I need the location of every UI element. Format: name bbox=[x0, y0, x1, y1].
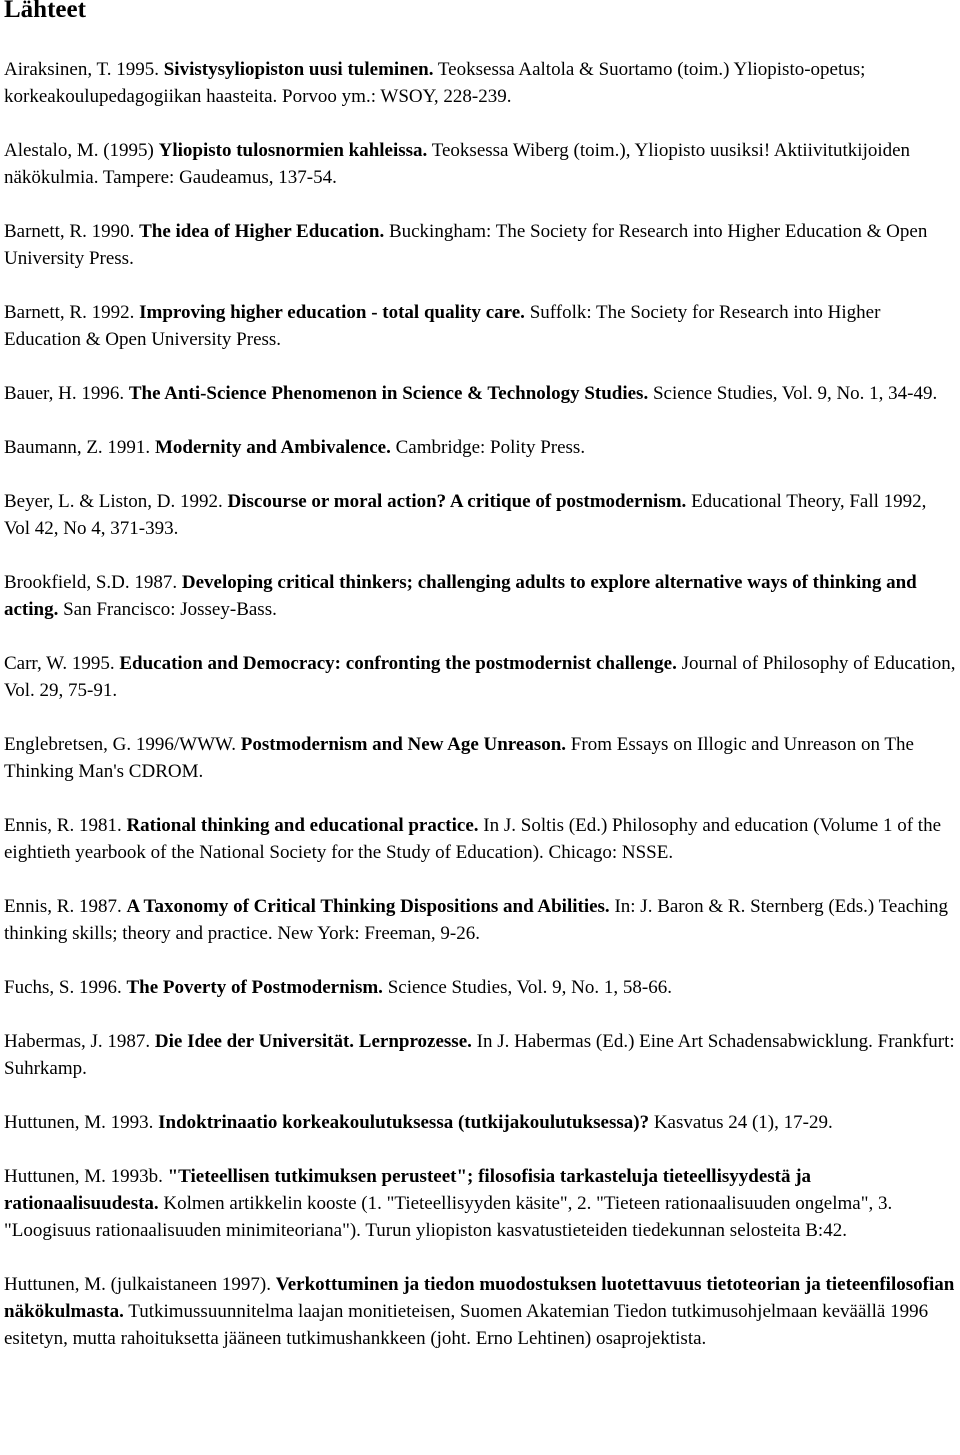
reference-source: Teoksessa Aaltola & Suortamo (toim.) Yliopisto-opetus; korkeakoulupedagogiikan haasteita. Porvoo ym.: WSOY, 228-239. bbox=[4, 59, 866, 107]
reference-authors: Habermas, J. 1987. bbox=[4, 1031, 155, 1052]
page-title: Lähteet bbox=[4, 0, 86, 23]
reference-list bbox=[4, 56, 956, 1379]
reference-title: Rational thinking and educational practice. bbox=[126, 815, 479, 836]
reference-source: Science Studies, Vol. 9, No. 1, 34-49. bbox=[648, 383, 938, 404]
reference-source: Teoksessa Wiberg (toim.), Yliopisto uusiksi! Aktiivitutkijoiden näkökulmia. Tampere: Gaudeamus, 137-54. bbox=[4, 140, 911, 188]
reference-authors: Airaksinen, T. 1995. bbox=[4, 59, 164, 80]
reference-authors: Barnett, R. 1990. bbox=[4, 221, 140, 242]
reference-entry bbox=[4, 56, 956, 110]
reference-title: Postmodernism and New Age Unreason. bbox=[240, 734, 567, 755]
reference-title: Modernity and Ambivalence. bbox=[154, 437, 391, 458]
reference-source: Suffolk: The Society for Research into Higher Education & Open University Press. bbox=[4, 302, 881, 350]
reference-source: Science Studies, Vol. 9, No. 1, 58-66. bbox=[382, 977, 672, 998]
reference-title: "Tieteellisen tutkimuksen perusteet"; filosofisia tarkasteluja tieteellisyydestä ja rationaalisuudesta. bbox=[4, 1166, 812, 1214]
reference-source: Buckingham: The Society for Research into Higher Education & Open University Press. bbox=[4, 221, 928, 269]
reference-title: The Anti-Science Phenomenon in Science & Technology Studies. bbox=[128, 383, 649, 404]
reference-title: The idea of Higher Education. bbox=[139, 221, 385, 242]
reference-authors: Englebretsen, G. 1996/WWW. bbox=[4, 734, 241, 755]
reference-title: Developing critical thinkers; challenging adults to explore alternative ways of thinking and acting. bbox=[4, 572, 917, 620]
reference-source: Educational Theory, Fall 1992, Vol 42, No 4, 371-393. bbox=[4, 491, 927, 539]
reference-entry bbox=[4, 218, 956, 272]
reference-title: Discourse or moral action? A critique of postmodernism. bbox=[227, 491, 687, 512]
reference-entry bbox=[4, 650, 956, 704]
reference-entry bbox=[4, 488, 956, 542]
reference-entry bbox=[4, 434, 956, 461]
reference-title: Indoktrinaatio korkeakoulutuksessa (tutkijakoulutuksessa)? bbox=[158, 1112, 650, 1133]
reference-entry bbox=[4, 893, 956, 947]
reference-authors: Brookfield, S.D. 1987. bbox=[4, 572, 182, 593]
reference-entry bbox=[4, 1028, 956, 1082]
reference-entry bbox=[4, 299, 956, 353]
reference-entry bbox=[4, 812, 956, 866]
reference-entry bbox=[4, 974, 956, 1001]
reference-source: Kasvatus 24 (1), 17-29. bbox=[649, 1112, 833, 1133]
reference-source: Kolmen artikkelin kooste (1. "Tieteellisyyden käsite", 2. "Tieteen rationaalisuuden ongelma", 3. "Loogisuus rationaalisuuden minimiteoriana"). Turun yliopiston kasvatustieteiden tiedekunnan selosteita B:42. bbox=[4, 1193, 893, 1241]
reference-title: Yliopisto tulosnormien kahleissa. bbox=[158, 140, 428, 161]
reference-source: Cambridge: Polity Press. bbox=[390, 437, 586, 458]
reference-title: Verkottuminen ja tiedon muodostuksen luotettavuus tietoteorian ja tieteenfilosofian näkökulmasta. bbox=[4, 1274, 955, 1322]
reference-title: A Taxonomy of Critical Thinking Dispositions and Abilities. bbox=[126, 896, 610, 917]
reference-title: Education and Democracy: confronting the postmodernist challenge. bbox=[119, 653, 677, 674]
reference-source: From Essays on Illogic and Unreason on The Thinking Man's CDROM. bbox=[4, 734, 914, 782]
reference-source: In: J. Baron & R. Sternberg (Eds.) Teaching thinking skills; theory and practice. New York: Freeman, 9-26. bbox=[4, 896, 949, 944]
reference-entry bbox=[4, 380, 956, 407]
reference-authors: Bauer, H. 1996. bbox=[4, 383, 129, 404]
reference-entry bbox=[4, 1271, 956, 1352]
reference-title: Sivistysyliopiston uusi tuleminen. bbox=[163, 59, 434, 80]
reference-entry bbox=[4, 1109, 956, 1136]
reference-entry bbox=[4, 569, 956, 623]
reference-entry bbox=[4, 137, 956, 191]
reference-entry bbox=[4, 731, 956, 785]
reference-source: In J. Soltis (Ed.) Philosophy and education (Volume 1 of the eightieth yearbook of the National Society for the Study of Education). Chicago: NSSE. bbox=[4, 815, 941, 863]
reference-authors: Huttunen, M. 1993b. bbox=[4, 1166, 168, 1187]
reference-authors: Huttunen, M. 1993. bbox=[4, 1112, 159, 1133]
reference-authors: Huttunen, M. (julkaistaneen 1997). bbox=[4, 1274, 276, 1295]
reference-authors: Baumann, Z. 1991. bbox=[4, 437, 155, 458]
reference-source: Journal of Philosophy of Education, Vol. 29, 75-91. bbox=[4, 653, 956, 701]
reference-authors: Fuchs, S. 1996. bbox=[4, 977, 127, 998]
reference-title: Improving higher education - total quality care. bbox=[139, 302, 525, 323]
reference-authors: Barnett, R. 1992. bbox=[4, 302, 140, 323]
reference-authors: Alestalo, M. (1995) bbox=[4, 140, 159, 161]
reference-authors: Ennis, R. 1987. bbox=[4, 896, 127, 917]
reference-title: Die Idee der Universität. Lernprozesse. bbox=[154, 1031, 472, 1052]
reference-source: Tutkimussuunnitelma laajan monitieteisen, Suomen Akatemian Tiedon tutkimusohjelmaan keväällä 1996 esitetyn, mutta rahoituksetta jääneen tutkimushankkeen (joht. Erno Lehtinen) osaprojektista. bbox=[4, 1301, 929, 1349]
reference-authors: Beyer, L. & Liston, D. 1992. bbox=[4, 491, 228, 512]
reference-source: San Francisco: Jossey-Bass. bbox=[58, 599, 277, 620]
reference-authors: Ennis, R. 1981. bbox=[4, 815, 127, 836]
reference-title: The Poverty of Postmodernism. bbox=[126, 977, 383, 998]
reference-entry bbox=[4, 1163, 956, 1244]
reference-source: In J. Habermas (Ed.) Eine Art Schadensabwicklung. Frankfurt: Suhrkamp. bbox=[4, 1031, 955, 1079]
reference-authors: Carr, W. 1995. bbox=[4, 653, 120, 674]
